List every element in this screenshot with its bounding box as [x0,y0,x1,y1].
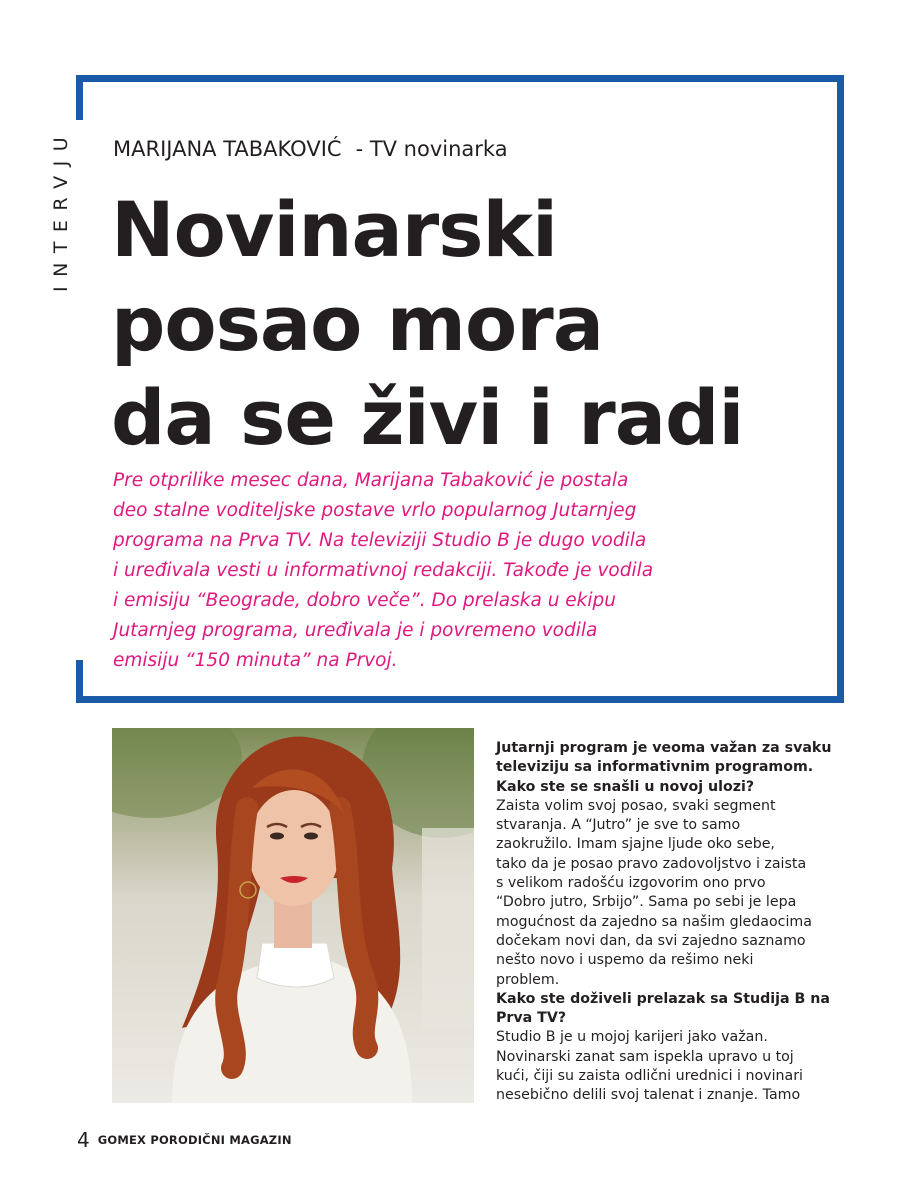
text-line: Zaista volim svoj posao, svaki segment [496,797,776,814]
text-line: Jutarnji program je veoma važan za svaku [496,740,832,756]
text-line: Studio B je u mojoj karijeri jako važan. [496,1029,768,1046]
frame-left-bottom-border [76,660,83,703]
page-number: 4 [77,1128,90,1152]
headline-line: posao mora [111,279,603,368]
text-line: s velikom radošću izgovorim ono prvo [496,875,766,892]
lead-line: programa na Prva TV. Na televiziji Studio B je dugo vodila [113,530,647,551]
text-line: dočekam novi dan, da svi zajedno saznamo [496,932,806,949]
lead-line: Pre otprilike mesec dana, Marijana Tabaković je postala [113,470,629,491]
text-line: nesebično delili svoj talenat i znanje. Tamo [496,1087,801,1104]
text-line: stvaranja. A “Jutro” je sve to samo [496,817,741,834]
lead-line: i emisiju “Beograde, dobro veče”. Do prelaska u ekipu [113,590,617,611]
headline-line: Novinarski [111,185,558,274]
text-line: Prva TV? [496,1010,567,1027]
section-label: INTERVJU [50,127,72,292]
frame-bottom-border [76,696,844,703]
subject-role: - TV novinarka [355,137,508,161]
frame-right-border [837,75,844,703]
text-line: televiziju sa informativnim programom. [496,759,814,776]
question-1 [496,739,841,797]
answer-1 [496,797,841,990]
lead-line: i uređivala vesti u informativnoj redakciji. Takođe je vodila [113,560,654,581]
frame-top-border [76,75,844,82]
lead-paragraph [113,466,813,676]
portrait-photo [112,728,474,1103]
headline [111,183,743,465]
lead-line: deo stalne voditeljske postave vrlo popularnog Jutarnjeg [113,500,637,521]
text-line: tako da je posao pravo zadovoljstvo i zaista [496,855,807,872]
headline-line: da se živi i radi [111,373,744,462]
question-2 [496,990,841,1029]
text-line: Kako ste se snašli u novoj ulozi? [496,778,755,795]
text-line: nešto novo i uspemo da rešimo neki [496,952,754,969]
interview-subject [113,137,508,161]
magazine-name: GOMEX PORODIČNI MAGAZIN [97,1133,292,1147]
text-line: mogućnost da zajedno sa našim gledaocima [496,913,812,930]
lead-line: emisiju “150 minuta” na Prvoj. [113,650,398,671]
text-line: zaokružilo. Imam sjajne ljude oko sebe, [496,836,775,853]
subject-name: MARIJANA TABAKOVIĆ [113,137,342,161]
page-footer [77,1128,292,1152]
answer-2 [496,1028,841,1105]
portrait-illustration [112,728,474,1103]
article-body [496,739,841,1106]
text-line: problem. [496,971,560,988]
text-line: Kako ste doživeli prelazak sa Studija B na [496,990,830,1007]
lead-line: Jutarnjeg programa, uređivala je i povremeno vodila [113,620,598,641]
text-line: kući, čiji su zaista odlični urednici i novinari [496,1068,803,1085]
frame-left-top-border [76,75,83,120]
text-line: Novinarski zanat sam ispekla upravo u toj [496,1048,794,1065]
text-line: “Dobro jutro, Srbijo”. Sama po sebi je lepa [496,894,797,911]
